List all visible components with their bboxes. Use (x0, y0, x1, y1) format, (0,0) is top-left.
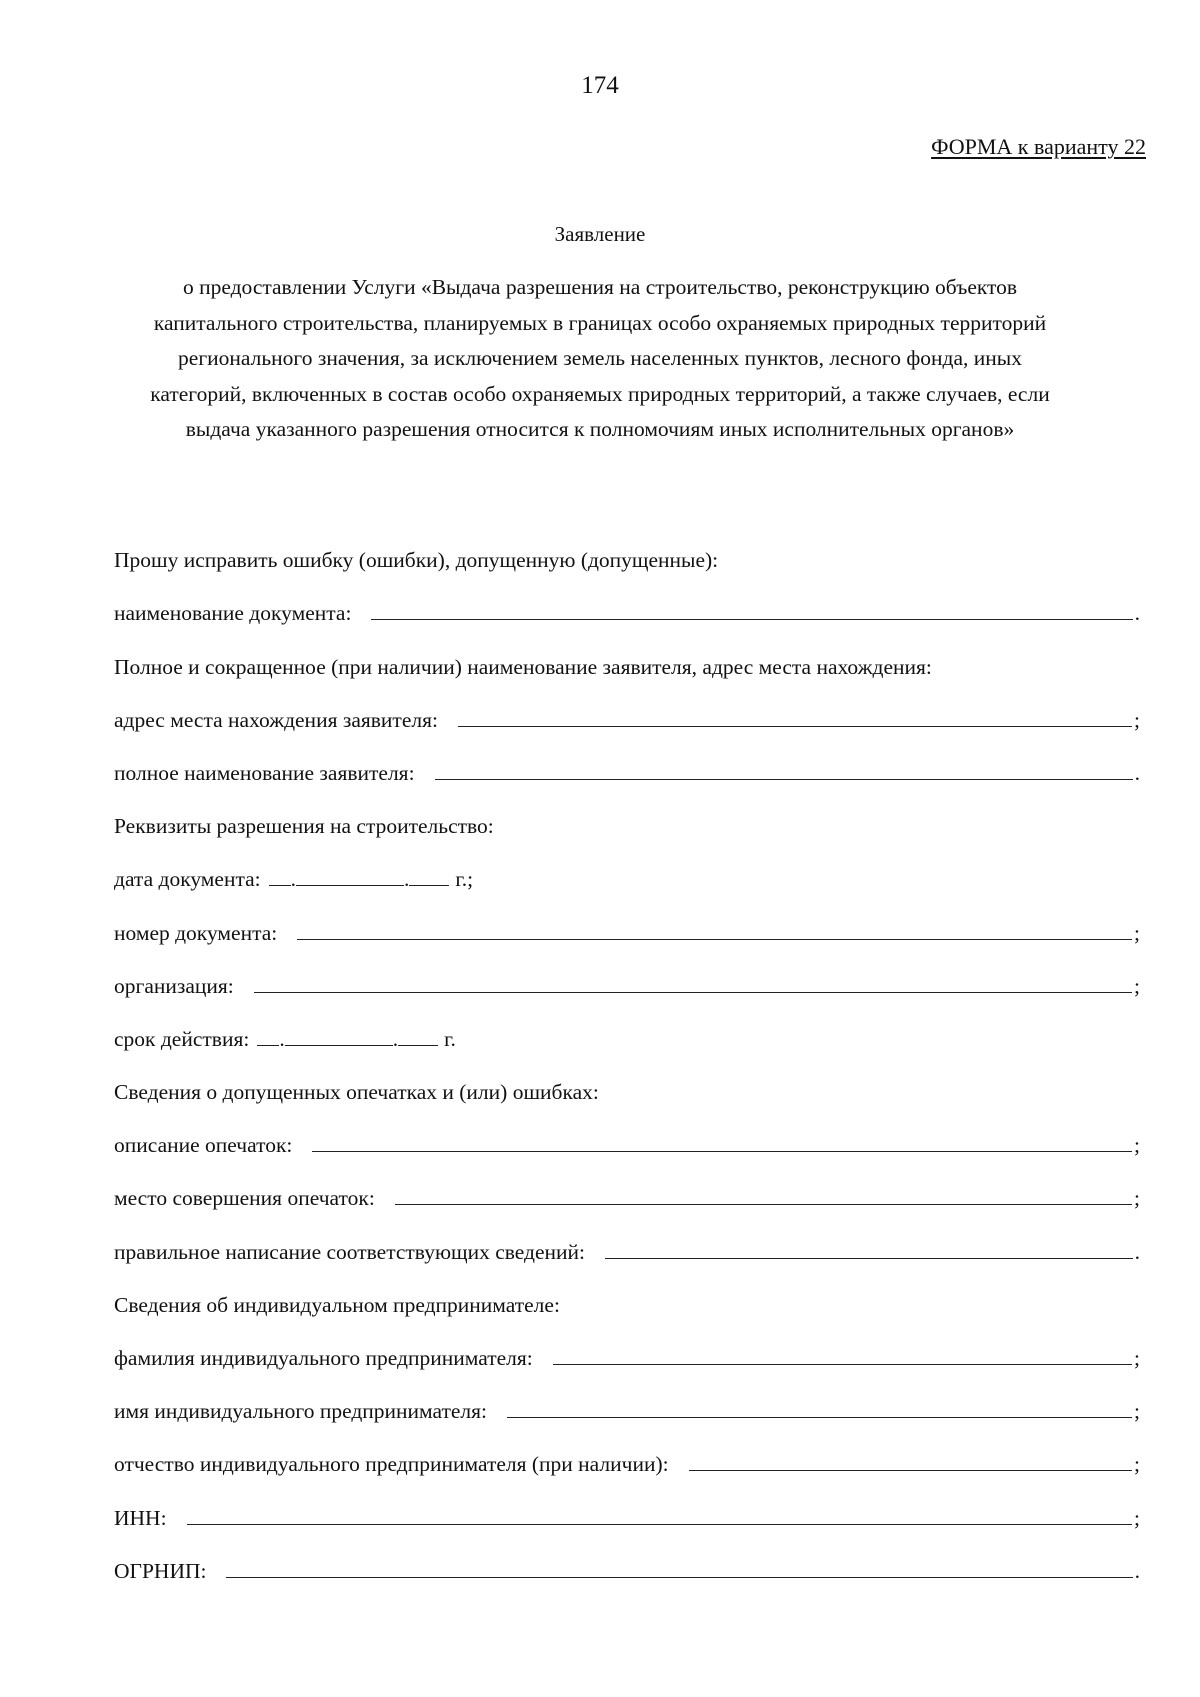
ogrnip-label: ОГРНИП: (114, 1558, 207, 1583)
ip-patronymic-label: отчество индивидуального предпринимателя (при наличии): (114, 1452, 669, 1477)
organization-row (114, 946, 1140, 999)
date-separator: . (392, 1026, 399, 1051)
typo-desc-row (114, 1105, 1140, 1158)
request-text-row (114, 520, 1140, 573)
validity-label: срок действия: (114, 1026, 250, 1051)
form-variant-label: ФОРМА к варианту 22 (931, 134, 1146, 159)
date-separator: . (279, 1026, 285, 1051)
ip-patronymic-field[interactable] (689, 1469, 1132, 1471)
ip-heading-row (114, 1265, 1140, 1318)
typo-place-field[interactable] (395, 1203, 1132, 1205)
permit-heading-row (114, 786, 1140, 839)
ip-surname-field[interactable] (553, 1363, 1132, 1365)
row-end-semicolon: ; (1134, 1505, 1140, 1530)
typo-place-label: место совершения опечаток: (114, 1186, 375, 1211)
row-end-semicolon: ; (1134, 1346, 1140, 1370)
date-separator: . (404, 867, 410, 892)
document-title: Заявление (554, 222, 646, 246)
validity-suffix: г. (444, 1026, 456, 1051)
row-end-semicolon: ; (1134, 973, 1140, 998)
ogrnip-field[interactable] (226, 1576, 1132, 1578)
row-end-semicolon: ; (1134, 1452, 1140, 1477)
row-end-dot: . (1134, 760, 1140, 785)
subtitle-line: о предоставлении Услуги «Выдача разрешения на строительство, реконструкцию объектов (182, 275, 1018, 299)
correct-spelling-field[interactable] (605, 1257, 1133, 1259)
ip-name-field[interactable] (507, 1416, 1132, 1418)
applicant-address-row (114, 680, 1140, 733)
applicant-address-label: адрес места нахождения заявителя: (114, 707, 438, 732)
subtitle-line: выдача указанного разрешения относится к полномочиям иных исполнительных органов» (185, 417, 1015, 441)
doc-name-row (114, 573, 1140, 626)
doc-date-row (114, 839, 1140, 892)
inn-label: ИНН: (114, 1505, 167, 1530)
subtitle-line: регионального значения, за исключением земель населенных пунктов, лесного фонда, иных (178, 346, 1022, 370)
applicant-heading: Полное и сокращенное (при наличии) наименование заявителя, адрес места нахождения: (114, 654, 932, 679)
correct-spelling-row (114, 1211, 1140, 1264)
ogrnip-row (114, 1531, 1140, 1584)
request-text: Прошу исправить ошибку (ошибки), допущенную (допущенные): (114, 548, 719, 573)
errors-heading-row (114, 1052, 1140, 1105)
organization-label: организация: (114, 973, 234, 998)
ip-surname-label: фамилия индивидуального предпринимателя: (114, 1346, 533, 1370)
validity-year-field[interactable] (398, 1044, 438, 1046)
date-separator: . (290, 867, 297, 892)
inn-row (114, 1477, 1140, 1530)
form-body (114, 520, 1140, 1584)
applicant-fullname-field[interactable] (435, 778, 1133, 780)
document-subtitle (90, 270, 1110, 448)
doc-date-day-field[interactable] (269, 884, 291, 886)
ip-patronymic-row (114, 1424, 1140, 1477)
doc-date-year-field[interactable] (409, 884, 449, 886)
validity-month-field[interactable] (285, 1044, 393, 1046)
row-end-dot: . (1134, 601, 1140, 626)
doc-date-month-field[interactable] (296, 884, 404, 886)
typo-desc-field[interactable] (312, 1150, 1132, 1152)
doc-name-label: наименование документа: (114, 601, 352, 626)
validity-row (114, 999, 1140, 1052)
page-number: 174 (581, 72, 619, 99)
row-end-semicolon: ; (1134, 1186, 1140, 1211)
doc-date-label: дата документа: (114, 867, 261, 892)
organization-field[interactable] (254, 991, 1132, 993)
applicant-address-field[interactable] (458, 725, 1132, 727)
doc-date-suffix: г.; (455, 867, 474, 892)
applicant-fullname-row (114, 733, 1140, 786)
row-end-semicolon: ; (1134, 1399, 1140, 1424)
inn-field[interactable] (187, 1523, 1132, 1525)
doc-number-field[interactable] (297, 938, 1132, 940)
subtitle-line: категорий, включенных в состав особо охраняемых природных территорий, а также случаев, если (150, 381, 1050, 406)
subtitle-line: капитального строительства, планируемых в границах особо охраняемых природных территорий (153, 310, 1047, 335)
row-end-dot: . (1134, 1239, 1140, 1264)
row-end-semicolon: ; (1134, 707, 1140, 732)
doc-number-label: номер документа: (114, 920, 278, 945)
doc-name-field[interactable] (371, 618, 1132, 620)
validity-day-field[interactable] (257, 1044, 279, 1046)
errors-heading: Сведения о допущенных опечатках и (или) ошибках: (114, 1080, 599, 1105)
typo-place-row (114, 1158, 1140, 1211)
row-end-semicolon: ; (1134, 1133, 1140, 1158)
correct-spelling-label: правильное написание соответствующих сведений: (114, 1239, 586, 1264)
applicant-heading-row (114, 626, 1140, 679)
row-end-dot: . (1134, 1558, 1140, 1583)
ip-name-label: имя индивидуального предпринимателя: (114, 1399, 488, 1424)
applicant-fullname-label: полное наименование заявителя: (114, 760, 415, 785)
row-end-semicolon: ; (1134, 920, 1140, 945)
ip-surname-row (114, 1318, 1140, 1371)
ip-heading: Сведения об индивидуальном предпринимателе: (114, 1292, 560, 1317)
ip-name-row (114, 1371, 1140, 1424)
permit-heading: Реквизиты разрешения на строительство: (114, 814, 494, 839)
doc-number-row (114, 892, 1140, 945)
typo-desc-label: описание опечаток: (114, 1133, 293, 1158)
